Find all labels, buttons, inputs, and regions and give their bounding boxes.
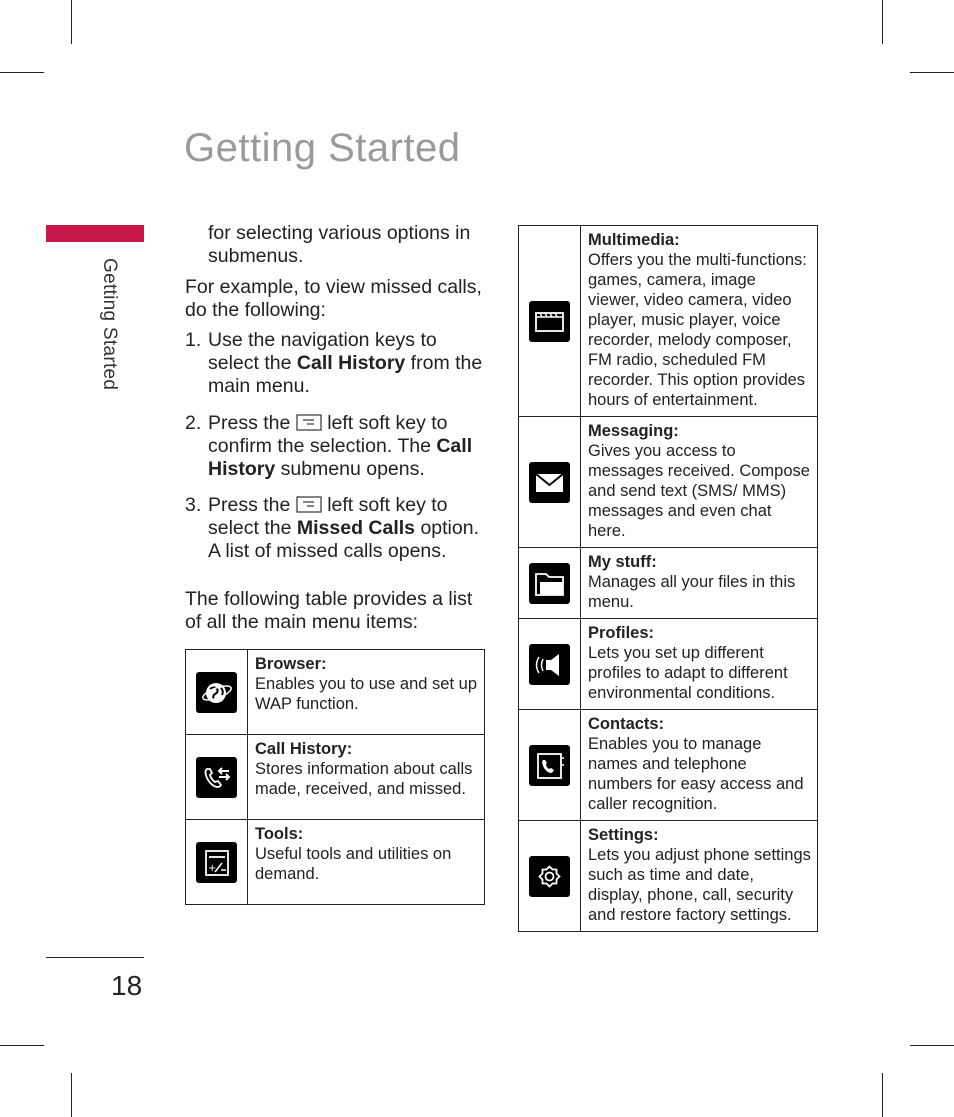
menu-row-my-stuff — [519, 548, 818, 619]
step-text: Press the left soft key to select the Missed Calls option. A list of missed calls opens. — [208, 494, 479, 562]
crop-mark — [0, 1045, 44, 1046]
menu-item-description: Offers you the multi-functions: games, camera, image viewer, video camera, video player, music player, voice recorder, melody composer, FM radio, scheduled FM recorder. This option provides hours of entertainment. — [588, 251, 807, 409]
menu-item-title: Profiles: — [588, 624, 655, 642]
intro-continuation: for selecting various options in submenus. — [208, 222, 471, 267]
section-tab-marker — [46, 225, 144, 242]
step-1 — [185, 329, 485, 399]
menu-row-browser — [186, 650, 485, 735]
menu-item-title: Browser: — [255, 655, 327, 673]
main-menu-table-left — [185, 649, 485, 905]
menu-item-description: Enables you to use and set up WAP function. — [255, 675, 477, 713]
main-menu-table-right — [518, 225, 818, 932]
menu-item-description: Manages all your files in this menu. — [588, 573, 796, 611]
crop-mark — [71, 0, 72, 44]
menu-item-description: Lets you adjust phone settings such as time and date, display, phone, call, security and restore factory settings. — [588, 846, 811, 924]
step-text: Press the left soft key to confirm the selection. The Call History submenu opens. — [208, 412, 473, 480]
menu-item-title: Settings: — [588, 826, 659, 844]
messaging-envelope-icon — [529, 462, 570, 503]
menu-row-call-history — [186, 735, 485, 820]
section-side-label: Getting Started — [99, 258, 120, 391]
menu-item-title: My stuff: — [588, 553, 657, 571]
crop-mark — [882, 1073, 883, 1117]
menu-item-title: Contacts: — [588, 715, 665, 733]
step-3 — [185, 494, 485, 564]
menu-row-messaging — [519, 417, 818, 548]
profiles-speaker-icon — [529, 644, 570, 685]
step-number: 1. — [185, 329, 202, 351]
menu-item-description: Stores information about calls made, received, and missed. — [255, 760, 473, 798]
menu-item-title: Tools: — [255, 825, 304, 843]
crop-mark — [882, 0, 883, 44]
browser-globe-icon — [196, 672, 237, 713]
menu-item-description: Gives you access to messages received. Compose and send text (SMS/ MMS) messages and even chat here. — [588, 442, 810, 540]
tools-calculator-icon — [196, 842, 237, 883]
menu-item-title: Messaging: — [588, 422, 679, 440]
step-number: 2. — [185, 412, 202, 434]
step-number: 3. — [185, 494, 202, 516]
multimedia-clapper-icon — [529, 301, 570, 342]
call-history-icon — [196, 757, 237, 798]
menu-item-title: Multimedia: — [588, 231, 680, 249]
menu-row-profiles — [519, 619, 818, 710]
page-number: 18 — [111, 970, 143, 1001]
crop-mark — [0, 72, 44, 73]
page-number-rule — [46, 957, 144, 958]
table-intro: The following table provides a list of all the main menu items: — [185, 588, 473, 633]
menu-row-settings — [519, 821, 818, 932]
left-soft-key-icon — [296, 496, 322, 513]
menu-item-description: Enables you to manage names and telephone numbers for easy access and caller recognition. — [588, 735, 804, 813]
menu-item-description: Lets you set up different profiles to adapt to different environmental conditions. — [588, 644, 788, 702]
menu-item-description: Useful tools and utilities on demand. — [255, 845, 452, 883]
crop-mark — [910, 1045, 954, 1046]
left-soft-key-icon — [296, 414, 322, 431]
my-stuff-folder-icon — [529, 563, 570, 604]
crop-mark — [71, 1073, 72, 1117]
settings-gear-icon — [529, 856, 570, 897]
crop-mark — [910, 72, 954, 73]
intro-example: For example, to view missed calls, do the following: — [185, 276, 482, 321]
page-title: Getting Started — [184, 126, 461, 170]
step-2 — [185, 412, 485, 482]
menu-row-contacts — [519, 710, 818, 821]
menu-row-tools — [186, 820, 485, 905]
contacts-book-icon — [529, 745, 570, 786]
svg-text:+: + — [208, 862, 217, 874]
menu-row-multimedia — [519, 226, 818, 417]
menu-item-title: Call History: — [255, 740, 353, 758]
step-text: Use the navigation keys to select the Call History from the main menu. — [208, 329, 483, 397]
